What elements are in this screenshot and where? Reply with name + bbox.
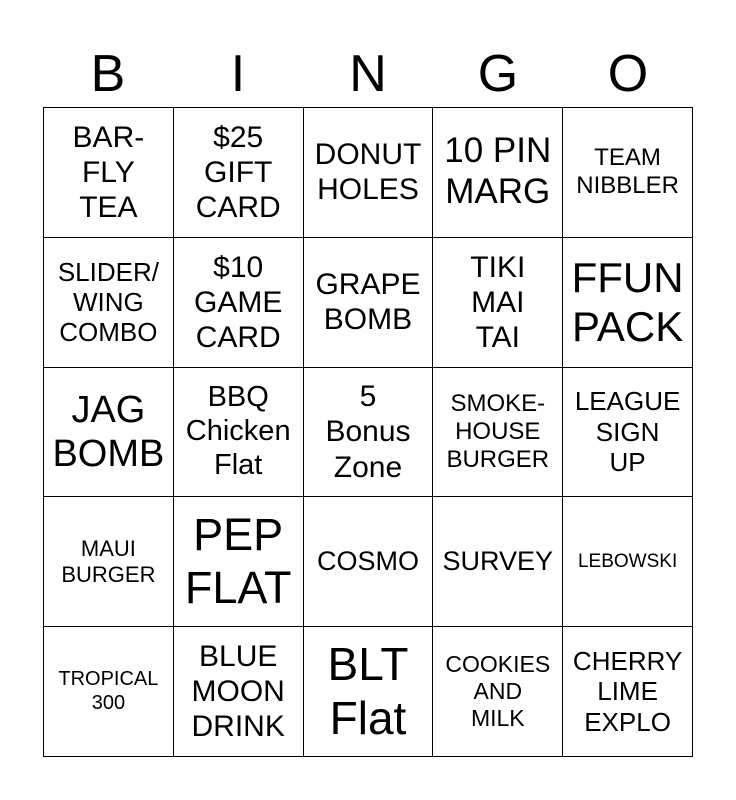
bingo-cell-i-4[interactable]	[174, 497, 304, 627]
bingo-header	[43, 42, 693, 106]
bingo-cell-label: LEBOWSKI	[577, 550, 678, 572]
bingo-cell-label: BLT Flat	[327, 637, 409, 744]
bingo-cell-i-3[interactable]	[174, 368, 304, 498]
header-letter-i: I	[230, 45, 246, 103]
bingo-cell-g-2[interactable]	[433, 238, 563, 368]
bingo-cell-label: 5 Bonus Zone	[325, 380, 411, 484]
bingo-cell-n-2[interactable]	[304, 238, 434, 368]
bingo-cell-label: BAR- FLY TEA	[72, 120, 145, 224]
bingo-cell-b-2[interactable]	[44, 238, 174, 368]
bingo-cell-b-3[interactable]	[44, 368, 174, 498]
bingo-cell-label: SURVEY	[442, 546, 554, 576]
bingo-cell-i-5[interactable]	[174, 627, 304, 757]
bingo-cell-b-4[interactable]	[44, 497, 174, 627]
bingo-cell-label: TEAM NIBBLER	[576, 144, 679, 200]
bingo-cell-g-3[interactable]	[433, 368, 563, 498]
bingo-cell-g-1[interactable]	[433, 108, 563, 238]
bingo-cell-n-4[interactable]	[304, 497, 434, 627]
header-letter-g: G	[477, 45, 519, 103]
bingo-cell-label: BLUE MOON DRINK	[191, 639, 285, 744]
bingo-cell-i-2[interactable]	[174, 238, 304, 368]
bingo-cell-label: CHERRY LIME EXPLO	[572, 645, 683, 737]
bingo-cell-label: DONUT HOLES	[314, 138, 422, 207]
bingo-cell-label: $25 GIFT CARD	[195, 120, 281, 224]
header-letter-n: N	[349, 45, 387, 103]
bingo-cell-label: MAUI BURGER	[61, 536, 156, 587]
bingo-cell-label: $10 GAME CARD	[194, 250, 283, 354]
bingo-cell-g-4[interactable]	[433, 497, 563, 627]
bingo-board	[43, 107, 693, 757]
header-letter-b: B	[90, 45, 126, 103]
bingo-cell-label: JAG BOMB	[52, 388, 165, 475]
bingo-cell-label: TROPICAL 300	[58, 668, 159, 714]
bingo-cell-o-5[interactable]	[563, 627, 693, 757]
bingo-cell-n-1[interactable]	[304, 108, 434, 238]
bingo-cell-b-1[interactable]	[44, 108, 174, 238]
bingo-cell-n-5[interactable]	[304, 627, 434, 757]
bingo-cell-label: SLIDER/ WING COMBO	[57, 256, 159, 348]
bingo-cell-o-2[interactable]	[563, 238, 693, 368]
bingo-cell-b-5[interactable]	[44, 627, 174, 757]
bingo-cell-o-4[interactable]	[563, 497, 693, 627]
bingo-cell-label: SMOKE- HOUSE BURGER	[446, 389, 550, 474]
header-letter-o: O	[607, 45, 649, 103]
bingo-cell-label: GRAPE BOMB	[315, 268, 421, 337]
bingo-cell-o-3[interactable]	[563, 368, 693, 498]
bingo-cell-n-3[interactable]	[304, 368, 434, 498]
bingo-cell-label: COOKIES AND MILK	[445, 651, 551, 732]
bingo-cell-label: 10 PIN MARG	[444, 131, 552, 212]
bingo-cell-label: TIKI MAI TAI	[470, 250, 526, 354]
bingo-cell-label: PEP FLAT	[184, 509, 292, 613]
bingo-cell-label: LEAGUE SIGN UP	[574, 386, 681, 478]
bingo-cell-i-1[interactable]	[174, 108, 304, 238]
bingo-cell-label: COSMO	[316, 546, 419, 576]
bingo-cell-label: BBQ Chicken Flat	[185, 381, 291, 481]
bingo-cell-label: FFUN PACK	[571, 254, 684, 351]
bingo-cell-o-1[interactable]	[563, 108, 693, 238]
bingo-cell-g-5[interactable]	[433, 627, 563, 757]
